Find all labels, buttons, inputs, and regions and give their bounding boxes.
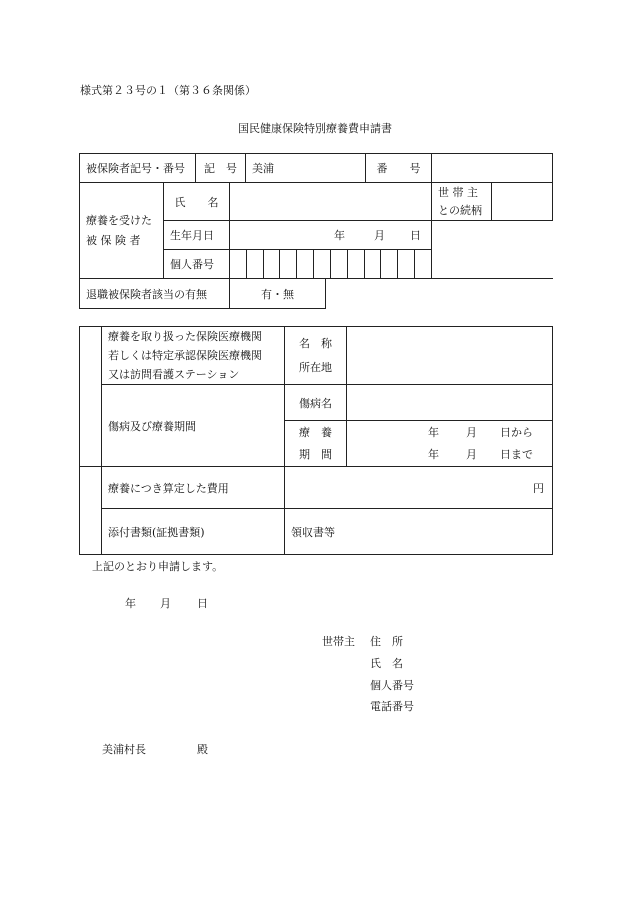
number-label: 番 号 xyxy=(366,154,432,183)
name-field[interactable] xyxy=(230,183,432,221)
householder-phone-label: 電話番号 xyxy=(370,700,414,713)
period-to xyxy=(353,444,536,466)
institution-field[interactable] xyxy=(347,327,553,385)
personal-number-boxes[interactable] xyxy=(230,250,432,279)
personal-number-digit-box[interactable] xyxy=(296,250,313,278)
institution-name-label: 名 称 xyxy=(299,336,332,350)
from-day: 日から xyxy=(500,425,533,439)
insured-person-table xyxy=(79,153,553,309)
cost-unit: 円 xyxy=(533,481,544,495)
to-month: 月 xyxy=(466,447,477,461)
recipient: 美浦村長 xyxy=(102,743,146,756)
period-field[interactable] xyxy=(347,421,553,467)
period-from xyxy=(353,422,536,444)
personal-number-digit-box[interactable] xyxy=(246,250,263,278)
personal-number-label: 個人番号 xyxy=(164,250,230,279)
date-day: 日 xyxy=(197,597,208,610)
cost-field[interactable] xyxy=(285,467,553,509)
birthdate-year: 年 xyxy=(334,229,345,242)
number-field[interactable] xyxy=(432,154,553,183)
blank-cell xyxy=(432,250,553,279)
birthdate-field[interactable] xyxy=(230,221,432,250)
householder-address-label: 住 所 xyxy=(370,635,403,648)
margin-cell xyxy=(80,467,102,555)
recipient-label xyxy=(80,183,164,279)
disease-name-field[interactable] xyxy=(347,385,553,421)
honorific: 殿 xyxy=(197,743,208,756)
date-month: 月 xyxy=(160,597,171,610)
birthdate-day: 日 xyxy=(410,229,421,242)
institution-line1: 療養を取り扱った保険医療機関 xyxy=(108,330,262,343)
personal-number-digit-box[interactable] xyxy=(397,250,414,278)
institution-line3: 又は訪問看護ステーション xyxy=(108,368,240,381)
institution-line2: 若しくは特定承認保険医療機関 xyxy=(108,349,262,362)
disease-period-label: 傷病及び療養期間 xyxy=(102,385,285,467)
personal-number-digit-box[interactable] xyxy=(279,250,296,278)
symbol-value[interactable]: 美浦 xyxy=(246,154,366,183)
personal-number-digit-box[interactable] xyxy=(230,250,246,278)
retired-value[interactable]: 有・無 xyxy=(230,279,326,309)
symbol-number-label: 被保険者記号・番号 xyxy=(80,154,196,183)
personal-number-digit-box[interactable] xyxy=(263,250,280,278)
to-year: 年 xyxy=(428,447,439,461)
recipient-label-line1: 療養を受けた xyxy=(86,213,152,227)
relation-label xyxy=(432,183,492,221)
personal-number-digit-box[interactable] xyxy=(347,250,364,278)
date-year: 年 xyxy=(125,597,136,610)
personal-number-digit-box[interactable] xyxy=(380,250,397,278)
margin-cell xyxy=(80,327,102,467)
birthdate-month: 月 xyxy=(374,229,385,242)
period-label-line1: 療 養 xyxy=(299,425,332,439)
statement: 上記のとおり申請します。 xyxy=(92,560,224,573)
relation-field[interactable] xyxy=(492,183,553,221)
householder-label: 世帯主 xyxy=(322,635,355,648)
institution-name-address-label xyxy=(285,327,347,385)
attachment-label: 添付書類(証拠書類) xyxy=(102,509,285,555)
blank-cell xyxy=(326,279,553,309)
care-details-table xyxy=(79,326,553,555)
relation-label-line2: との続柄 xyxy=(438,203,482,217)
institution-address-label: 所在地 xyxy=(299,360,332,374)
to-day: 日まで xyxy=(500,447,533,461)
period-label xyxy=(285,421,347,467)
householder-name-label: 氏 名 xyxy=(370,657,403,670)
from-year: 年 xyxy=(428,425,439,439)
institution-label xyxy=(102,327,285,385)
from-month: 月 xyxy=(466,425,477,439)
symbol-label: 記 号 xyxy=(196,154,246,183)
birthdate-label: 生年月日 xyxy=(164,221,230,250)
form-reference: 様式第２３号の１（第３６条関係） xyxy=(80,84,256,97)
blank-cell xyxy=(432,221,553,250)
period-label-line2: 期 間 xyxy=(299,447,332,461)
name-label: 氏 名 xyxy=(164,183,230,221)
householder-personal-number-label: 個人番号 xyxy=(370,679,414,692)
attachment-value: 領収書等 xyxy=(285,509,553,555)
disease-name-label: 傷病名 xyxy=(285,385,347,421)
form-title: 国民健康保険特別療養費申請書 xyxy=(238,122,392,135)
personal-number-digit-box[interactable] xyxy=(330,250,347,278)
recipient-label-line2: 被 保 険 者 xyxy=(86,233,141,247)
relation-label-line1: 世 帯 主 xyxy=(438,185,478,199)
personal-number-digit-box[interactable] xyxy=(364,250,381,278)
personal-number-digit-box[interactable] xyxy=(313,250,330,278)
retired-label: 退職被保険者該当の有無 xyxy=(80,279,230,309)
cost-label: 療養につき算定した費用 xyxy=(102,467,285,509)
personal-number-digit-box[interactable] xyxy=(414,250,431,278)
